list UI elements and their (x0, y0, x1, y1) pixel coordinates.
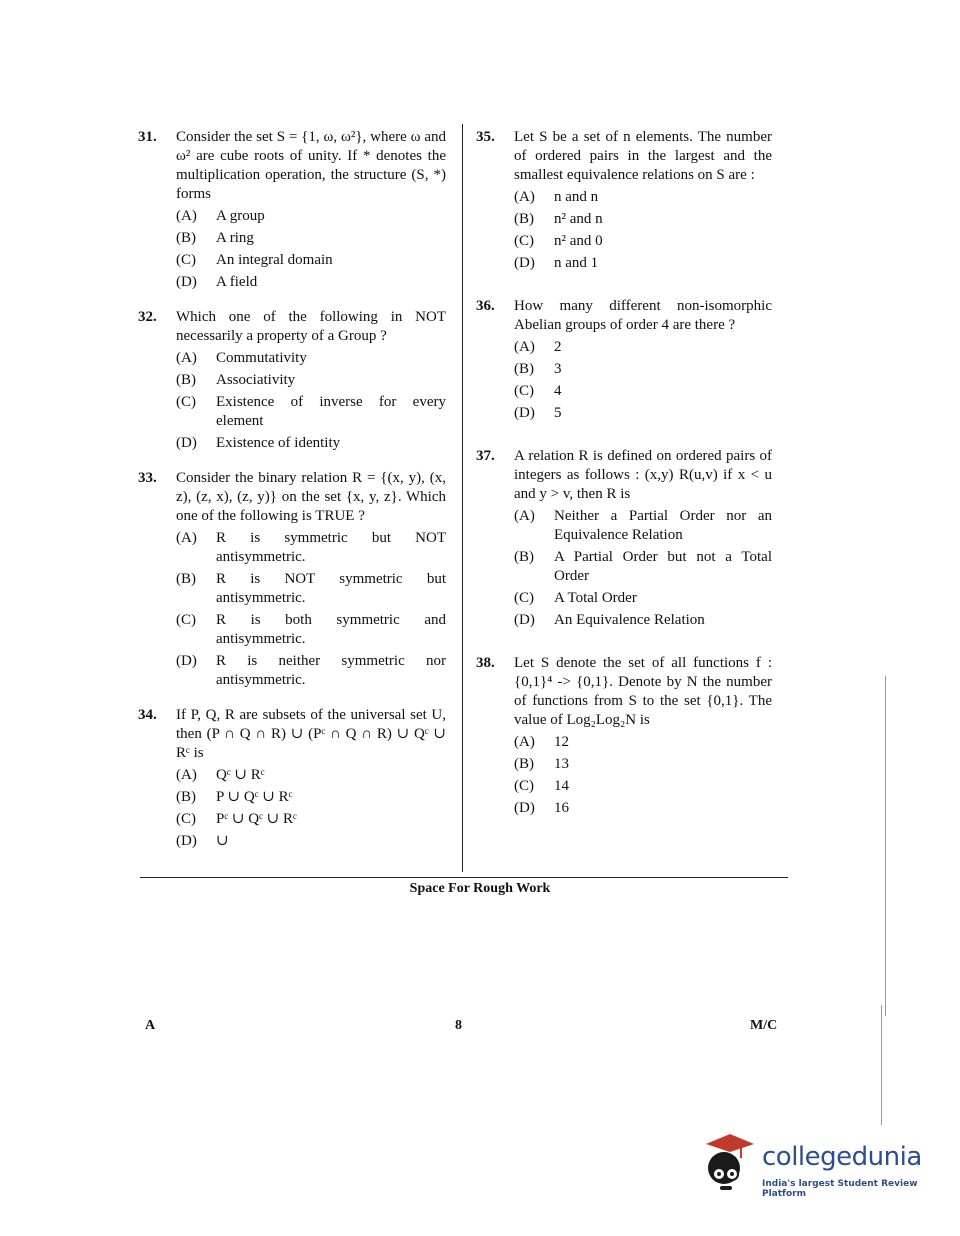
question-stem: How many different non-isomorphic Abelian groups of order 4 are there ? (514, 298, 772, 333)
option: (C) Existence of inverse for every element (176, 394, 446, 429)
question-stem: Which one of the following in NOT necessarily a property of a Group ? (176, 309, 446, 344)
question-31 (138, 128, 446, 292)
brand-name: collegedunia (762, 1142, 922, 1172)
option: (D) n and 1 (514, 255, 599, 271)
option: (C) A Total Order (514, 590, 637, 606)
option: (D) ∪ (176, 833, 229, 849)
option: (D) Existence of identity (176, 435, 341, 451)
question-38 (476, 654, 772, 818)
option: (D) R is neither symmetric nor antisymmetric. (176, 653, 446, 688)
option: (D) 16 (514, 800, 569, 816)
page-number: 8 (455, 1018, 462, 1033)
option: (C) R is both symmetric and antisymmetric. (176, 612, 446, 647)
right-column (476, 128, 772, 821)
question-stem: Consider the binary relation R = {(x, y), (x, z), (z, x), (z, y)} on the set {x, y, z}. Which one of the following is TRUE ? (176, 470, 446, 524)
question-stem: A relation R is defined on ordered pairs of integers as follows : (x,y) R(u,v) if x < u and y > v, then R is (514, 448, 772, 502)
option: (A) Commutativity (176, 350, 307, 366)
option: (A) A group (176, 208, 265, 224)
question-number: 31. (138, 129, 157, 145)
footer-right: M/C (750, 1018, 778, 1033)
question-number: 36. (476, 298, 495, 314)
option: (A) 2 (514, 339, 562, 355)
option: (A) 12 (514, 734, 569, 750)
question-37 (476, 447, 772, 630)
option: (C) 14 (514, 778, 569, 794)
question-35 (476, 128, 772, 273)
option: (D) An Equivalence Relation (514, 612, 705, 628)
question-36 (476, 297, 772, 423)
option: (B) 13 (514, 756, 569, 772)
option: (A) Neither a Partial Order nor an Equivalence Relation (514, 508, 772, 543)
option: (B) 3 (514, 361, 562, 377)
footer-left: A (145, 1018, 156, 1033)
question-number: 38. (476, 655, 495, 671)
section-divider (140, 877, 788, 878)
question-32 (138, 308, 446, 453)
question-stem: If P, Q, R are subsets of the universal set U, then (P ∩ Q ∩ R) ∪ (Pᶜ ∩ Q ∩ R) ∪ Qᶜ ∪ Rᶜ is (176, 707, 446, 761)
option: (B) R is NOT symmetric but antisymmetric. (176, 571, 446, 606)
option: (C) 4 (514, 383, 562, 399)
question-number: 37. (476, 448, 495, 464)
option: (A) Qᶜ ∪ Rᶜ (176, 767, 265, 783)
collegedunia-logo[interactable] (700, 1130, 940, 1200)
option: (B) n² and n (514, 211, 603, 227)
question-33 (138, 469, 446, 690)
option: (B) A ring (176, 230, 254, 246)
option: (A) R is symmetric but NOT antisymmetric. (176, 530, 446, 565)
question-number: 35. (476, 129, 495, 145)
option: (C) n² and 0 (514, 233, 603, 249)
question-stem: Let S denote the set of all functions f : {0,1}⁴ -> {0,1}. Denote by N the number of functions from S to the set {0,1}. The value of Log₂Log₂N is (514, 655, 772, 728)
option: (B) A Partial Order but not a Total Order (514, 549, 772, 584)
option: (C) Pᶜ ∪ Qᶜ ∪ Rᶜ (176, 811, 297, 827)
question-stem: Let S be a set of n elements. The number of ordered pairs in the largest and the smallest equivalence relations on S are : (514, 129, 772, 183)
column-divider (462, 124, 463, 872)
scan-edge-line (881, 1005, 882, 1125)
option: (C) An integral domain (176, 252, 333, 268)
option: (D) A field (176, 274, 258, 290)
rough-work-label: Space For Rough Work (409, 881, 551, 896)
question-34 (138, 706, 446, 851)
left-column (138, 128, 446, 854)
brand-tagline: India's largest Student Review Platform (762, 1179, 918, 1199)
option: (B) Associativity (176, 372, 296, 388)
question-stem: Consider the set S = {1, ω, ω²}, where ω and ω² are cube roots of unity. If * denotes the multiplication operation, the structure (S, *) forms (176, 129, 446, 202)
question-number: 34. (138, 707, 157, 723)
option: (B) P ∪ Qᶜ ∪ Rᶜ (176, 789, 293, 805)
option: (A) n and n (514, 189, 599, 205)
mascot-graduate-icon (700, 1130, 760, 1200)
option: (D) 5 (514, 405, 562, 421)
question-number: 33. (138, 470, 157, 486)
question-number: 32. (138, 309, 157, 325)
scan-edge-line (885, 676, 886, 1016)
